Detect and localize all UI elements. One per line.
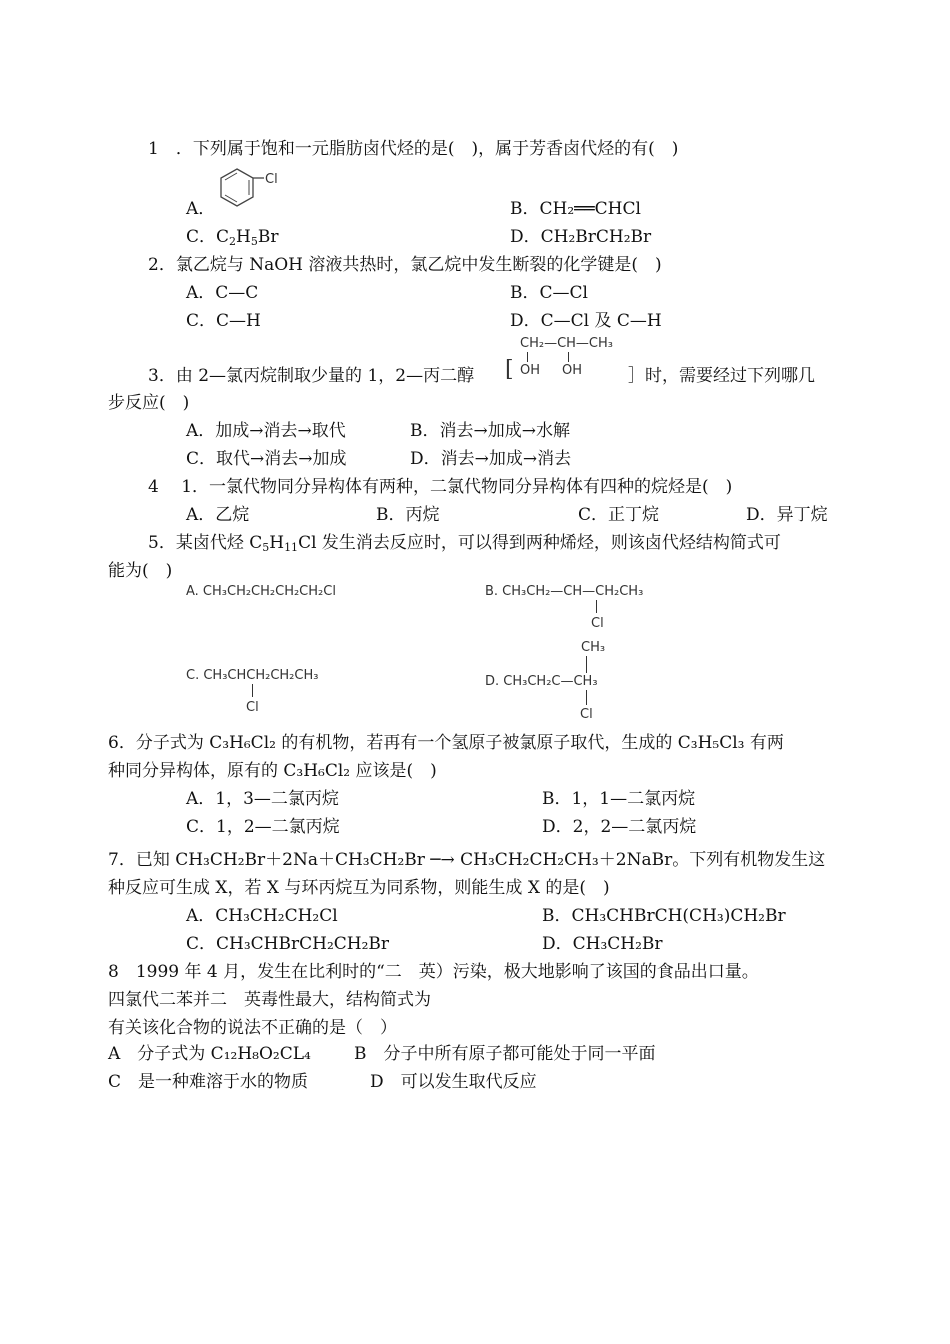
q4-option-c: C．正丁烷 [578, 505, 660, 525]
q4-stem: 4 1．一氯代物同分异构体有两种，二氯代物同分异构体有四种的烷烃是( ) [148, 477, 733, 497]
q6-option-a: A．1，3—二氯丙烷 [186, 789, 339, 809]
q7-option-c: C．CH₃CHBrCH₂CH₂Br [186, 934, 390, 954]
q4-option-d: D．异丁烷 [746, 505, 828, 525]
q4-option-b: B．丙烷 [376, 505, 440, 525]
q1-option-b: B．CH₂══CHCl [510, 199, 641, 219]
q3-stem-line1-end: ］时，需要经过下列哪几 [628, 366, 815, 386]
q4-option-a: A．乙烷 [186, 505, 250, 525]
q3-stem-line2: 步反应( ) [108, 393, 190, 413]
q6-stem-line1: 6．分子式为 C₃H₆Cl₂ 的有机物，若再有一个氢原子被氯原子取代，生成的 C₃H₅Cl₃ 有两 [108, 733, 784, 753]
q7-stem-line1: 7．已知 CH₃CH₂Br＋2Na＋CH₃CH₂Br ─→ CH₃CH₂CH₂CH₃＋2NaBr。下列有机物发生这 [108, 850, 826, 870]
q2-option-b: B．C—Cl [510, 283, 588, 303]
q5-option-d: CH₃ D. CH₃CH₂C—CH₃ Cl [485, 640, 606, 722]
q8-stem-line1: 8 1999 年 4 月，发生在比利时的“二 英）污染，极大地影响了该国的食品出口量。 [108, 962, 759, 982]
q1-stem: 1 ．下列属于饱和一元脂肪卤代烃的是( )，属于芳香卤代烃的有( ) [148, 139, 679, 159]
q1-option-d: D．CH₂BrCH₂Br [510, 227, 652, 247]
q5-stem-line1: 5．某卤代烃 $C_5H_{11}Cl$ 发生消去反应时，可以得到两种烯烃，则该卤代烃结构简式可 [148, 533, 781, 554]
q3-option-a: A．加成→消去→取代 [186, 421, 346, 441]
propanediol-structure: CH₂—CH—CH₃ OH OH [520, 336, 613, 378]
bracket-left-icon: [ [505, 357, 514, 382]
q7-stem-line2: 种反应可生成 X，若 X 与环丙烷互为同系物，则能生成 X 的是( ) [108, 878, 610, 898]
q2-option-d: D．C—Cl 及 C—H [510, 311, 662, 331]
q2-option-c: C．C—H [186, 311, 261, 331]
q7-option-a: A．CH₃CH₂CH₂Cl [186, 906, 338, 926]
q2-stem: 2．氯乙烷与 NaOH 溶液共热时，氯乙烷中发生断裂的化学键是( ) [148, 255, 662, 275]
q6-option-d: D．2，2—二氯丙烷 [542, 817, 697, 837]
chlorobenzene-structure [216, 166, 286, 218]
q3-option-b: B．消去→加成→水解 [410, 421, 570, 441]
q3-stem-line1-start: 3．由 2—氯丙烷制取少量的 1，2—丙二醇 [148, 366, 475, 386]
q8-stem-line3: 有关该化合物的说法不正确的是（ ） [108, 1018, 397, 1038]
q3-option-c: C．取代→消去→加成 [186, 449, 347, 469]
q8-option-c: C 是一种难溶于水的物质 [108, 1072, 309, 1092]
q1-option-a-label: A． [186, 199, 216, 219]
q2-option-a: A．C—C [186, 283, 259, 303]
q8-stem-line2: 四氯代二苯并二 英毒性最大，结构简式为 [108, 990, 431, 1010]
q8-option-d: D 可以发生取代反应 [370, 1072, 537, 1092]
q7-option-d: D．CH₃CH₂Br [542, 934, 663, 954]
q5-option-c: C. CH₃CHCH₂CH₂CH₃ Cl [186, 668, 319, 715]
q5-option-b: B. CH₃CH₂—CH—CH₂CH₃ Cl [485, 584, 644, 631]
q3-option-d: D．消去→加成→消去 [410, 449, 572, 469]
q6-option-b: B．1，1—二氯丙烷 [542, 789, 696, 809]
q8-option-a: A 分子式为 C₁₂H₈O₂CL₄ [108, 1044, 311, 1064]
q6-stem-line2: 种同分异构体，原有的 C₃H₆Cl₂ 应该是( ) [108, 761, 437, 781]
q5-stem-line2: 能为( ) [108, 561, 173, 581]
chlorobenzene-cl-label: Cl [265, 172, 278, 187]
q8-option-b: B 分子中所有原子都可能处于同一平面 [354, 1044, 656, 1064]
q7-option-b: B．CH₃CHBrCH(CH₃)CH₂Br [542, 906, 786, 926]
q6-option-c: C．1，2—二氯丙烷 [186, 817, 340, 837]
q1-option-c: C．$C_2H_5Br$ [186, 227, 279, 248]
